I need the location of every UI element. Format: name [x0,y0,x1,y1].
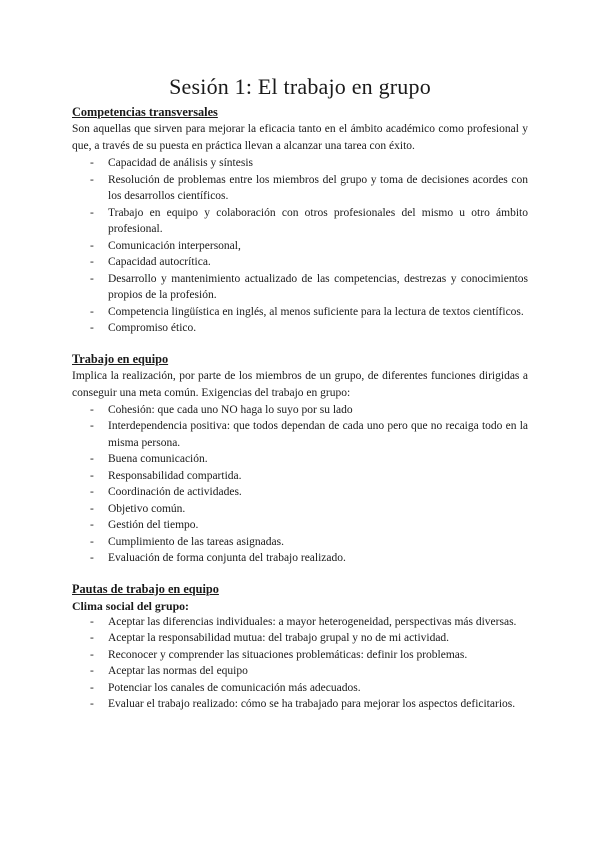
list-item: - Aceptar la responsabilidad mutua: del trabajo grupal y no de mi actividad. [72,630,528,647]
section-heading: Pautas de trabajo en equipo [72,581,219,596]
dash-bullet: - [90,552,94,564]
list-item: - Potenciar los canales de comunicación más adecuados. [72,680,528,697]
list-item: - Desarrollo y mantenimiento actualizado de las competencias, destrezas y conocimientos propios de la profesión. [90,272,528,301]
dash-bullet: - [90,420,94,432]
section-subheading: Clima social del grupo: [72,598,189,613]
dash-bullet: - [90,305,94,318]
list-item: - Capacidad autocrítica. [72,254,528,271]
dash-bullet: - [90,272,94,285]
list-item: - Comunicación interpersonal, [72,238,528,255]
list-item: - Gestión del tiempo. [72,517,528,534]
dash-bullet: - [90,322,94,334]
list-item: - Competencia lingüística en inglés, al menos suficiente para la lectura de textos científicos. [72,304,528,321]
dash-bullet: - [90,403,94,416]
dash-bullet: - [90,206,94,219]
bullet-list [72,155,528,337]
section-intro: Son aquellas que sirven para mejorar la eficacia tanto en el ámbito académico como profesional y que, a través de su puesta en práctica llevan a alcanzar una tarea con éxito. [72,123,528,152]
dash-bullet: - [90,648,94,661]
dash-bullet: - [90,681,94,694]
dash-bullet: - [90,519,94,531]
dash-bullet: - [90,256,94,268]
dash-bullet: - [90,535,94,548]
dash-bullet: - [90,615,94,628]
list-item: - Objetivo común. [72,501,528,518]
list-item: - Resolución de problemas entre los miembros del grupo y toma de decisiones acordes con los desarrollos científicos. [90,173,528,202]
dash-bullet: - [90,502,94,515]
list-item: - Aceptar las normas del equipo [72,663,528,680]
page-title: Sesión 1: El trabajo en grupo [169,74,431,99]
section-trabajo-en-equipo [72,351,528,567]
section-competencias [72,104,528,337]
section-intro: Implica la realización, por parte de los miembros de un grupo, de diferentes funciones dirigidas a conseguir una meta común. Exigencias del trabajo en grupo: [72,369,528,399]
list-item: - Interdependencia positiva: que todos dependan de cada uno pero que no recaiga todo en la misma persona. [90,420,528,449]
section-heading: Trabajo en equipo [72,351,169,366]
list-item: - Cumplimiento de las tareas asignadas. [72,534,528,551]
list-item: - Aceptar las diferencias individuales: a mayor heterogeneidad, perspectivas más diversas. [72,614,528,631]
section-heading: Competencias transversales [72,105,218,119]
bullet-list [72,614,528,713]
dash-bullet: - [90,665,94,677]
list-item: - Trabajo en equipo y colaboración con otros profesionales del mismo u otro ámbito profesional. [90,206,528,235]
dash-bullet: - [90,486,94,498]
list-item: - Reconocer y comprender las situaciones problemáticas: definir los problemas. [72,647,528,664]
section-pautas [72,581,528,713]
dash-bullet: - [90,173,94,186]
dash-bullet: - [90,698,94,710]
list-item: - Evaluar el trabajo realizado: cómo se ha trabajado para mejorar los aspectos deficitarios. [72,696,528,713]
list-item: - Coordinación de actividades. [72,484,528,501]
bullet-list [72,402,528,567]
dash-bullet: - [90,157,94,169]
dash-bullet: - [90,632,94,644]
list-item: - Evaluación de forma conjunta del trabajo realizado. [72,550,528,567]
list-item: - Capacidad de análisis y síntesis [72,155,528,172]
list-item: - Cohesión: que cada uno NO haga lo suyo por su lado [72,402,528,419]
list-item: - Responsabilidad compartida. [72,468,528,485]
list-item: - Compromiso ético. [72,320,528,337]
dash-bullet: - [90,453,94,465]
list-item: - Buena comunicación. [72,451,528,468]
dash-bullet: - [90,239,94,252]
dash-bullet: - [90,469,94,482]
